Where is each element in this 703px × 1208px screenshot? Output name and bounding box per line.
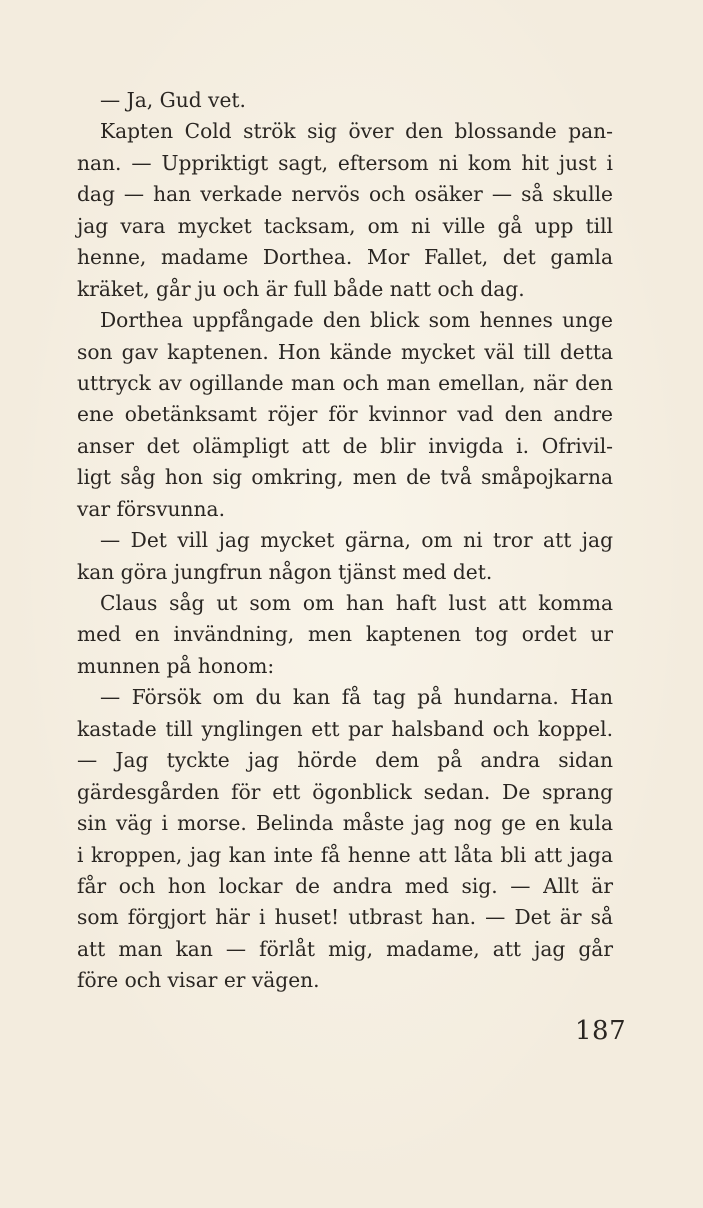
body-text [77,85,613,997]
text-line: uttryck av ogillande man och man emellan, när den [77,370,613,395]
page-number: 187 [575,1016,627,1046]
text-line: i kroppen, jag kan inte få henne att låta bli att jaga [77,842,613,867]
text-line: får och hon lockar de andra med sig. — Allt är [77,873,613,898]
text-line: — Det vill jag mycket gärna, om ni tror att jag [100,528,613,553]
text-line: anser det olämpligt att de blir invigda i. Ofrivil- [77,433,613,458]
text-line: som förgjort här i huset! utbrast han. — Det är så [77,905,613,930]
text-line: kräket, går ju och är full både natt och dag. [77,276,525,301]
text-line: sin väg i morse. Belinda måste jag nog ge en kula [77,811,613,836]
text-line: gärdesgården för ett ögonblick sedan. De sprang [77,779,613,804]
text-line: ligt såg hon sig omkring, men de två småpojkarna [77,465,613,490]
text-line: — Ja, Gud vet. [100,88,246,112]
text-line: Kapten Cold strök sig över den blossande pan- [100,119,613,144]
text-line: henne, madame Dorthea. Mor Fallet, det gamla [77,245,613,270]
text-line: nan. — Uppriktigt sagt, eftersom ni kom hit just i [77,150,613,175]
text-line: kan göra jungfrun någon tjänst med det. [77,559,493,584]
text-line: att man kan — förlåt mig, madame, att jag går [77,936,613,961]
text-line: — Jag tyckte jag hörde dem på andra sidan [77,748,613,773]
text-line: son gav kaptenen. Hon kände mycket väl till detta [77,339,613,364]
text-line: före och visar er vägen. [77,968,320,993]
text-line: — Försök om du kan få tag på hundarna. Han [100,685,613,710]
text-line: var försvunna. [77,496,226,521]
text-line: kastade till ynglingen ett par halsband och koppel. [77,716,613,741]
text-line: ene obetänksamt röjer för kvinnor vad den andre [77,402,613,427]
text-line: Claus såg ut som om han haft lust att komma [100,591,613,615]
text-line: jag vara mycket tacksam, om ni ville gå upp till [77,213,613,238]
text-line: munnen på honom: [77,653,275,678]
text-line: Dorthea uppfångade den blick som hennes unge [100,308,613,333]
text-line: med en invändning, men kaptenen tog ordet ur [77,622,613,647]
text-line: dag — han verkade nervös och osäker — så skulle [77,182,613,207]
